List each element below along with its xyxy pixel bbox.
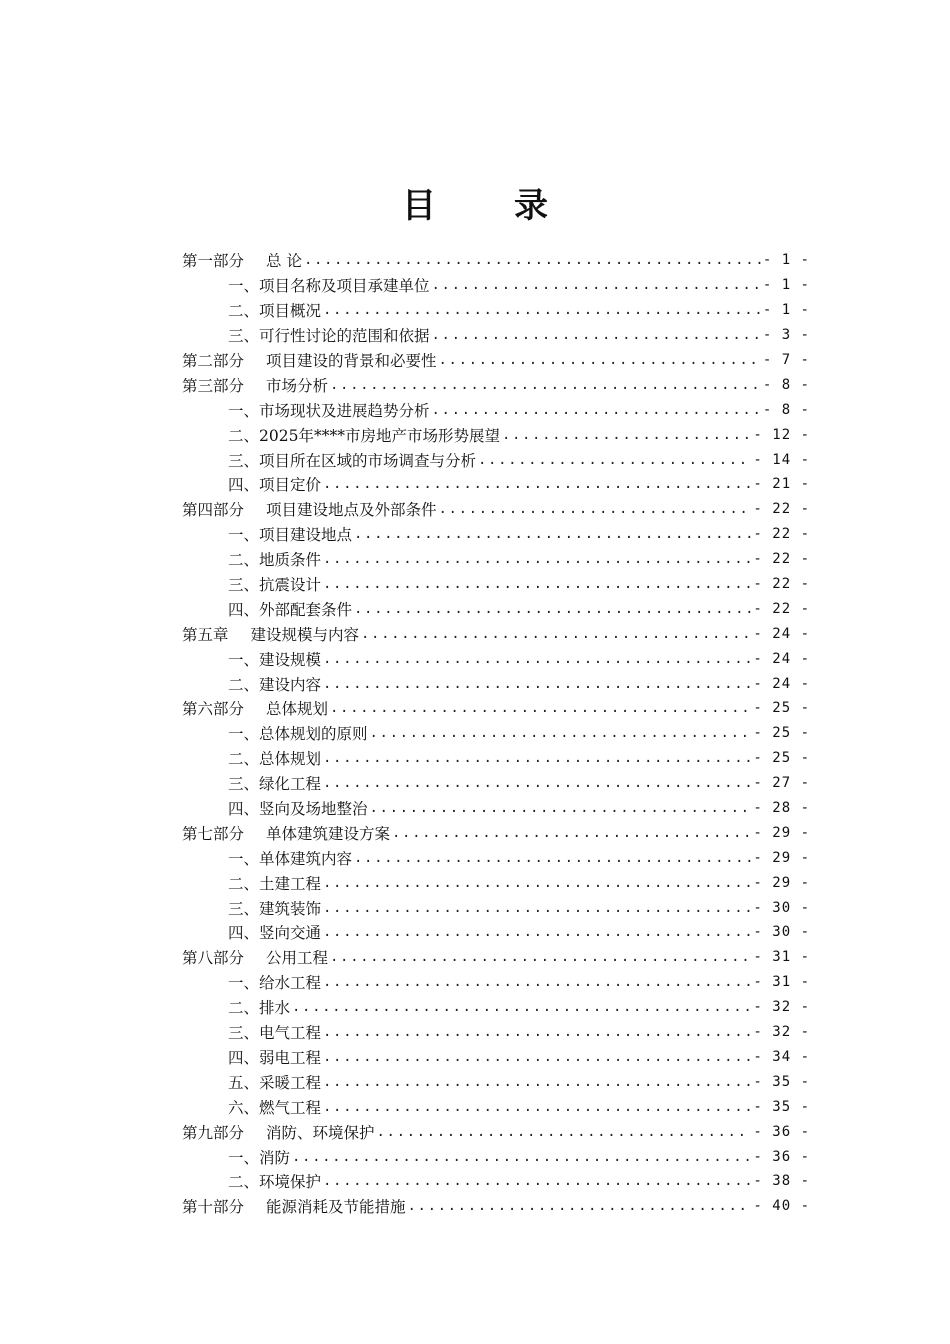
toc-entry-number: 二、 <box>228 551 260 570</box>
toc-entry-label <box>228 598 352 620</box>
toc-section-entry[interactable] <box>182 522 810 547</box>
toc-entry-text: 外部配套条件 <box>259 600 353 619</box>
toc-entry-label <box>228 897 321 919</box>
dot-leader <box>323 1049 751 1065</box>
dot-leader <box>478 452 751 468</box>
dot-leader <box>330 700 751 716</box>
toc-page-number: - 40 - <box>753 1198 810 1215</box>
toc-entry-number: 三、 <box>228 327 260 346</box>
toc-entry-number: 四、 <box>228 600 260 619</box>
dot-leader <box>323 924 751 940</box>
toc-chapter-entry[interactable] <box>182 621 810 646</box>
toc-section-entry[interactable] <box>182 572 810 597</box>
dot-leader <box>377 1124 752 1140</box>
dot-leader <box>304 252 761 268</box>
dot-leader <box>323 651 751 667</box>
toc-entry-label <box>228 424 500 446</box>
toc-entry-text: 项目所在区域的市场调查与分析 <box>259 451 477 470</box>
toc-entry-label <box>228 1071 321 1093</box>
toc-entry-label <box>228 449 476 471</box>
dot-leader <box>323 1074 751 1090</box>
toc-entry-text: 市场分析 <box>266 376 329 395</box>
toc-page-number: - 34 - <box>753 1048 810 1065</box>
toc-section-entry[interactable] <box>182 273 810 298</box>
toc-section-entry[interactable] <box>182 746 810 771</box>
toc-entry-label <box>228 1170 321 1192</box>
toc-entry-number: 第八部分 <box>182 949 245 968</box>
toc-entry-text: 土建工程 <box>259 874 322 893</box>
toc-chapter-entry[interactable] <box>182 696 810 721</box>
dot-leader <box>432 327 761 343</box>
dot-leader <box>370 800 752 816</box>
toc-entry-text: 建筑装饰 <box>259 899 322 918</box>
toc-entry-label <box>182 349 437 371</box>
toc-page-number: - 24 - <box>753 650 810 667</box>
toc-entry-number: 一、 <box>228 277 260 296</box>
toc-entry-number: 二、 <box>228 874 260 893</box>
toc-page-number: - 36 - <box>753 1123 810 1140</box>
toc-chapter-entry[interactable] <box>182 372 810 397</box>
toc-entry-number: 二、 <box>228 675 260 694</box>
dot-leader <box>323 775 751 791</box>
toc-chapter-entry[interactable] <box>182 248 810 273</box>
toc-entry-label <box>182 697 328 719</box>
toc-entry-number: 四、 <box>228 476 260 495</box>
toc-entry-number: 五、 <box>228 1073 260 1092</box>
toc-entry-number: 一、 <box>228 1148 260 1167</box>
toc-entry-number: 二、 <box>228 1173 260 1192</box>
dot-leader <box>354 526 751 542</box>
toc-entry-label <box>228 872 321 894</box>
toc-entry-label <box>182 249 302 271</box>
dot-leader <box>323 974 751 990</box>
toc-entry-label <box>228 673 321 695</box>
toc-entry-text: 竖向交通 <box>259 924 322 943</box>
title-char-2: 录 <box>514 186 548 226</box>
dot-leader <box>361 626 751 642</box>
toc-entry-text: 项目定价 <box>259 476 322 495</box>
dot-leader <box>323 875 751 891</box>
toc-page-number: - 22 - <box>753 551 810 568</box>
toc-entry-text: 建设规模与内容 <box>250 625 360 644</box>
toc-entry-text: 市场现状及进展趋势分析 <box>259 401 430 420</box>
toc-entry-number: 第五章 <box>182 625 229 644</box>
dot-leader <box>323 551 751 567</box>
toc-entry-text: 电气工程 <box>259 1024 322 1043</box>
toc-entry-label <box>182 822 390 844</box>
toc-entry-number: 第六部分 <box>182 700 245 719</box>
toc-entry-text: 给水工程 <box>259 974 322 993</box>
toc-entry-text: 建设内容 <box>259 675 322 694</box>
toc-entry-number: 第二部分 <box>182 352 245 370</box>
toc-section-entry[interactable] <box>182 970 810 995</box>
dot-leader <box>354 850 751 866</box>
toc-page-number: - 1 - <box>762 252 810 269</box>
toc-entry-label <box>228 523 352 545</box>
toc-entry-number: 三、 <box>228 576 260 595</box>
dot-leader <box>323 302 761 318</box>
toc-chapter-entry[interactable] <box>182 1119 810 1144</box>
dot-leader <box>323 576 751 592</box>
dot-leader <box>292 1149 751 1165</box>
dot-leader <box>323 476 751 492</box>
toc-entry-label <box>228 722 368 744</box>
toc-entry-text: 绿化工程 <box>259 775 322 794</box>
toc-entry-label <box>182 374 328 396</box>
toc-entry-label <box>228 324 430 346</box>
toc-entry-number: 一、 <box>228 650 260 669</box>
toc-entry-text: 能源消耗及节能措施 <box>266 1198 406 1217</box>
toc-page-number: - 29 - <box>753 874 810 891</box>
toc-entry-label <box>228 847 352 869</box>
dot-leader <box>439 501 752 517</box>
toc-section-entry[interactable] <box>182 771 810 796</box>
toc-page-number: - 31 - <box>753 974 810 991</box>
toc-entry-label <box>228 971 321 993</box>
toc-entry-text: 建设规模 <box>259 650 322 669</box>
toc-section-entry[interactable] <box>182 920 810 945</box>
toc-page-number: - 22 - <box>753 501 810 518</box>
toc-entry-number: 一、 <box>228 849 260 868</box>
toc-entry-label <box>182 1121 375 1143</box>
toc-section-entry[interactable] <box>182 323 810 348</box>
toc-entry-label <box>228 648 321 670</box>
toc-entry-number: 第一部分 <box>182 252 245 271</box>
toc-entry-text: 排水 <box>259 999 291 1018</box>
toc-page-number: - 22 - <box>753 576 810 593</box>
toc-entry-text: 燃气工程 <box>259 1098 322 1117</box>
toc-entry-text: 项目名称及项目承建单位 <box>259 277 430 296</box>
toc-entry-label <box>228 573 321 595</box>
toc-entry-number: 三、 <box>228 775 260 794</box>
toc-page-number: - 1 - <box>762 277 810 294</box>
toc-entry-label <box>228 473 321 495</box>
toc-entry-label <box>228 299 321 321</box>
toc-entry-text: 单体建筑内容 <box>259 849 353 868</box>
toc-page-number: - 31 - <box>753 949 810 966</box>
toc-page-number: - 22 - <box>753 600 810 617</box>
toc-entry-text: 项目概况 <box>259 302 322 321</box>
toc-entry-text: 消防 <box>259 1148 291 1167</box>
toc-page-number: - 3 - <box>762 327 810 344</box>
toc-entry-number: 第九部分 <box>182 1123 245 1142</box>
toc-page-number: - 1 - <box>762 302 810 319</box>
toc-page-number: - 25 - <box>753 700 810 717</box>
toc-chapter-entry[interactable] <box>182 820 810 845</box>
dot-leader <box>323 750 751 766</box>
toc-entry-label <box>228 1021 321 1043</box>
toc-page-number: - 7 - <box>762 352 810 368</box>
toc-entry-label <box>182 946 328 968</box>
toc-section-entry[interactable] <box>182 422 810 447</box>
toc-section-entry[interactable] <box>182 1169 810 1194</box>
toc-section-entry[interactable] <box>182 671 810 696</box>
dot-leader <box>502 427 751 443</box>
toc-entry-number: 四、 <box>228 924 260 943</box>
toc-entry-text: 抗震设计 <box>259 576 322 595</box>
toc-page-number: - 8 - <box>762 401 810 418</box>
toc-entry-label <box>228 1146 290 1168</box>
toc-entry-text: 环境保护 <box>259 1173 322 1192</box>
toc-section-entry[interactable] <box>182 397 810 422</box>
toc-entry-number: 第四部分 <box>182 501 245 520</box>
toc-entry-text: 采暖工程 <box>259 1073 322 1092</box>
toc-entry-text: 2025年****市房地产市场形势展望 <box>259 426 500 445</box>
toc-entry-number: 二、 <box>228 302 260 321</box>
toc-page-number: - 25 - <box>753 725 810 742</box>
dot-leader <box>323 1099 751 1115</box>
toc-section-entry[interactable] <box>182 721 810 746</box>
toc-chapter-entry[interactable] <box>182 348 810 373</box>
toc-entry-number: 一、 <box>228 401 260 420</box>
toc-entry-text: 项目建设地点及外部条件 <box>266 501 437 520</box>
toc-entry-number: 第七部分 <box>182 824 245 843</box>
toc-page-number: - 12 - <box>753 426 810 443</box>
toc-entry-number: 一、 <box>228 974 260 993</box>
toc-entry-number: 第三部分 <box>182 376 245 395</box>
toc-section-entry[interactable] <box>182 796 810 821</box>
toc-entry-label <box>228 921 321 943</box>
toc-entry-text: 项目建设地点 <box>259 526 353 545</box>
toc-entry-label <box>228 996 290 1018</box>
toc-entry-number: 一、 <box>228 526 260 545</box>
toc-section-entry[interactable] <box>182 895 810 920</box>
toc-section-entry[interactable] <box>182 646 810 671</box>
toc-entry-text: 单体建筑建设方案 <box>266 824 391 843</box>
toc-entry-text: 消防、环境保护 <box>266 1123 375 1142</box>
toc-entry-text: 总体规划 <box>266 700 329 719</box>
toc-entry-text: 总 论 <box>266 252 302 271</box>
toc-entry-number: 二、 <box>228 999 260 1018</box>
dot-leader <box>323 1173 751 1189</box>
toc-page-number: - 24 - <box>753 675 810 692</box>
title-char-1: 目 <box>402 186 436 226</box>
toc-entry-text: 地质条件 <box>259 551 322 570</box>
toc-section-entry[interactable] <box>182 1094 810 1119</box>
toc-entry-number: 二、 <box>228 750 260 769</box>
toc-entry-label <box>228 772 321 794</box>
toc-page-number: - 14 - <box>753 451 810 468</box>
toc-page-number: - 28 - <box>753 800 810 817</box>
toc-page-number: - 24 - <box>753 625 810 642</box>
toc-page-number: - 32 - <box>753 1024 810 1041</box>
toc-section-entry[interactable] <box>182 1020 810 1045</box>
dot-leader <box>370 725 752 741</box>
toc-chapter-entry[interactable] <box>182 1194 810 1219</box>
toc-entry-number: 第十部分 <box>182 1198 245 1217</box>
toc-page-number: - 30 - <box>753 899 810 916</box>
toc-page-number: - 25 - <box>753 750 810 767</box>
toc-section-entry[interactable] <box>182 995 810 1020</box>
toc-entry-label <box>228 1046 321 1068</box>
dot-leader <box>432 277 761 293</box>
toc-page-number: - 38 - <box>753 1173 810 1190</box>
toc-entry-label <box>182 623 359 645</box>
page-title <box>0 178 950 227</box>
toc-section-entry[interactable] <box>182 472 810 497</box>
toc-entry-text: 可行性讨论的范围和依据 <box>259 327 430 346</box>
dot-leader <box>408 1198 752 1214</box>
toc-entry-number: 二、 <box>228 426 260 445</box>
toc-page-number: - 30 - <box>753 924 810 941</box>
dot-leader <box>439 352 761 368</box>
toc-chapter-entry[interactable] <box>182 497 810 522</box>
toc-entry-number: 四、 <box>228 800 260 819</box>
toc-section-entry[interactable] <box>182 298 810 323</box>
dot-leader <box>432 402 761 418</box>
dot-leader <box>330 377 761 393</box>
toc-section-entry[interactable] <box>182 870 810 895</box>
toc-section-entry[interactable] <box>182 447 810 472</box>
toc-section-entry[interactable] <box>182 1045 810 1070</box>
toc-entry-label <box>228 747 321 769</box>
toc-entry-label <box>228 548 321 570</box>
dot-leader <box>392 825 751 841</box>
toc-page-number: - 27 - <box>753 775 810 792</box>
toc-entry-text: 项目建设的背景和必要性 <box>266 352 437 370</box>
toc-entry-label <box>228 399 430 421</box>
toc-page-number: - 21 - <box>753 476 810 493</box>
toc-entry-number: 三、 <box>228 1024 260 1043</box>
toc-entry-text: 竖向及场地整治 <box>259 800 368 819</box>
toc-entry-number: 六、 <box>228 1098 260 1117</box>
dot-leader <box>323 900 751 916</box>
toc-chapter-entry[interactable] <box>182 945 810 970</box>
toc-entry-text: 公用工程 <box>266 949 329 968</box>
toc-entry-number: 三、 <box>228 899 260 918</box>
toc-entry-text: 弱电工程 <box>259 1048 322 1067</box>
toc-section-entry[interactable] <box>182 845 810 870</box>
toc-entry-label <box>228 1096 321 1118</box>
toc-page-number: - 22 - <box>753 526 810 543</box>
toc-page-number: - 8 - <box>762 376 810 393</box>
dot-leader <box>292 999 751 1015</box>
dot-leader <box>354 601 751 617</box>
dot-leader <box>323 676 751 692</box>
toc-entry-label <box>228 797 368 819</box>
toc-section-entry[interactable] <box>182 596 810 621</box>
toc-section-entry[interactable] <box>182 1069 810 1094</box>
toc-entry-label <box>228 274 430 296</box>
toc-page-number: - 36 - <box>753 1148 810 1165</box>
toc-entry-number: 一、 <box>228 725 260 744</box>
toc-entry-label <box>182 1195 406 1217</box>
toc-entry-text: 总体规划 <box>259 750 322 769</box>
toc-page-number: - 29 - <box>753 824 810 841</box>
toc-entry-number: 三、 <box>228 451 260 470</box>
toc-page-number: - 32 - <box>753 999 810 1016</box>
toc-entry-label <box>182 498 437 520</box>
toc-page-number: - 29 - <box>753 849 810 866</box>
table-of-contents <box>182 248 810 1219</box>
toc-section-entry[interactable] <box>182 1144 810 1169</box>
toc-entry-number: 四、 <box>228 1048 260 1067</box>
toc-section-entry[interactable] <box>182 547 810 572</box>
dot-leader <box>330 949 751 965</box>
toc-entry-text: 总体规划的原则 <box>259 725 368 744</box>
toc-page-number: - 35 - <box>753 1098 810 1115</box>
dot-leader <box>323 1024 751 1040</box>
toc-page-number: - 35 - <box>753 1073 810 1090</box>
